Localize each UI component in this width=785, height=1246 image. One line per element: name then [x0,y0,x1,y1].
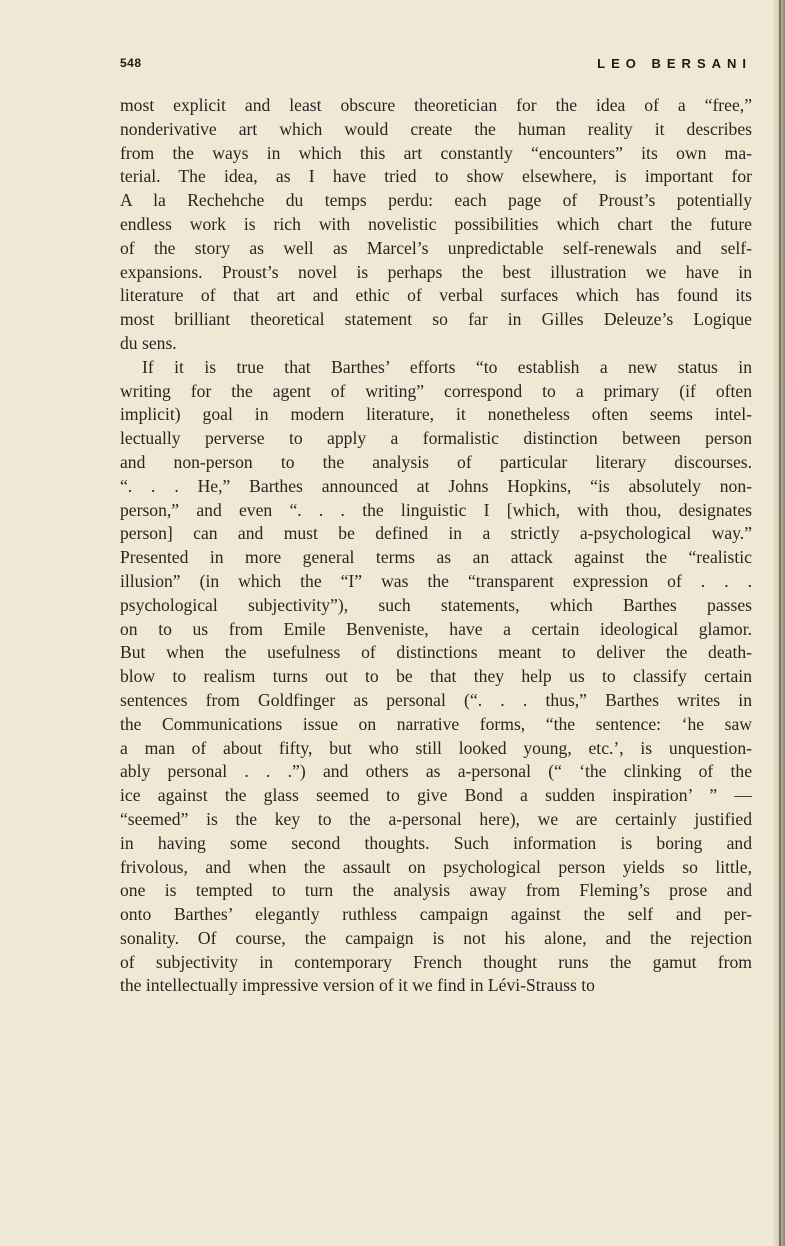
page-header [120,56,752,76]
text-line: person] can and must be defined in a strictly a-psychological way.” [120,523,752,544]
text-line: of subjectivity in contemporary French thought runs the gamut from [120,951,752,972]
text-line: writing for the agent of writing” correspond to a primary (if often [120,380,752,401]
body-text [120,94,752,998]
text-line: from the ways in which this art constantly “encounters” its own ma- [120,142,752,163]
text-line: ice against the glass seemed to give Bond a sudden inspiration’ ” — [120,785,752,806]
text-line: lectually perverse to apply a formalistic distinction between person [120,428,752,449]
text-line: sentences from Goldfinger as personal (“. . . thus,” Barthes writes in [120,689,752,710]
paragraph [120,356,752,999]
text-line: most brilliant theoretical statement so far in Gilles Deleuze’s Logique [120,309,752,330]
text-line: expansions. Proust’s novel is perhaps the best illustration we have in [120,261,752,282]
text-line: of the story as well as Marcel’s unpredictable self-renewals and self- [120,237,752,258]
text-line: “seemed” is the key to the a-personal here), we are certainly justified [120,808,752,829]
text-line: sonality. Of course, the campaign is not his alone, and the rejection [120,927,752,948]
text-line: But when the usefulness of distinctions meant to deliver the death- [120,642,752,663]
text-line: most explicit and least obscure theoretician for the idea of a “free,” [120,95,752,115]
text-line: If it is true that Barthes’ efforts “to establish a new status in [142,356,752,377]
text-line: implicit) goal in modern literature, it nonetheless often seems intel- [120,404,752,425]
text-line: “. . . He,” Barthes announced at Johns Hopkins, “is absolutely non- [120,475,752,496]
text-line: onto Barthes’ elegantly ruthless campaign against the self and per- [120,904,752,925]
paragraph [120,94,752,356]
text-line: in having some second thoughts. Such information is boring and [120,832,752,853]
text-line: terial. The idea, as I have tried to show elsewhere, is important for [120,166,752,187]
text-line: and non-person to the analysis of particular literary discourses. [120,451,752,472]
text-line: blow to realism turns out to be that they help us to classify certain [120,666,752,687]
text-line: one is tempted to turn the analysis away from Fleming’s prose and [120,880,752,901]
text-line: illusion” (in which the “I” was the “transparent expression of . . . [120,570,752,591]
text-line: endless work is rich with novelistic possibilities which chart the future [120,213,752,234]
page-number: 548 [120,56,142,70]
text-line: nonderivative art which would create the human reality it describes [120,118,752,139]
text-line: du sens. [120,332,177,353]
text-line: ably personal . . .”) and others as a-personal (“ ‘the clinking of the [120,761,752,782]
text-line: person,” and even “. . . the linguistic I [which, with thou, designates [120,499,752,520]
text-line: on to us from Emile Benveniste, have a certain ideological glamor. [120,618,752,639]
text-line: Presented in more general terms as an attack against the “realistic [120,547,752,568]
running-head: LEO BERSANI [597,56,752,71]
text-line: psychological subjectivity”), such statements, which Barthes passes [120,594,752,615]
text-line: the Communications issue on narrative forms, “the sentence: ‘he saw [120,713,752,734]
text-line: frivolous, and when the assault on psychological person yields so little, [120,856,752,877]
text-line: the intellectually impressive version of it we find in Lévi-Strauss to [120,975,595,996]
text-line: a man of about fifty, but who still looked young, etc.’, is unquestion- [120,737,752,758]
page-edge [773,0,785,1246]
text-line: A la Rechehche du temps perdu: each page of Proust’s potentially [120,190,752,211]
text-line: literature of that art and ethic of verbal surfaces which has found its [120,285,752,306]
